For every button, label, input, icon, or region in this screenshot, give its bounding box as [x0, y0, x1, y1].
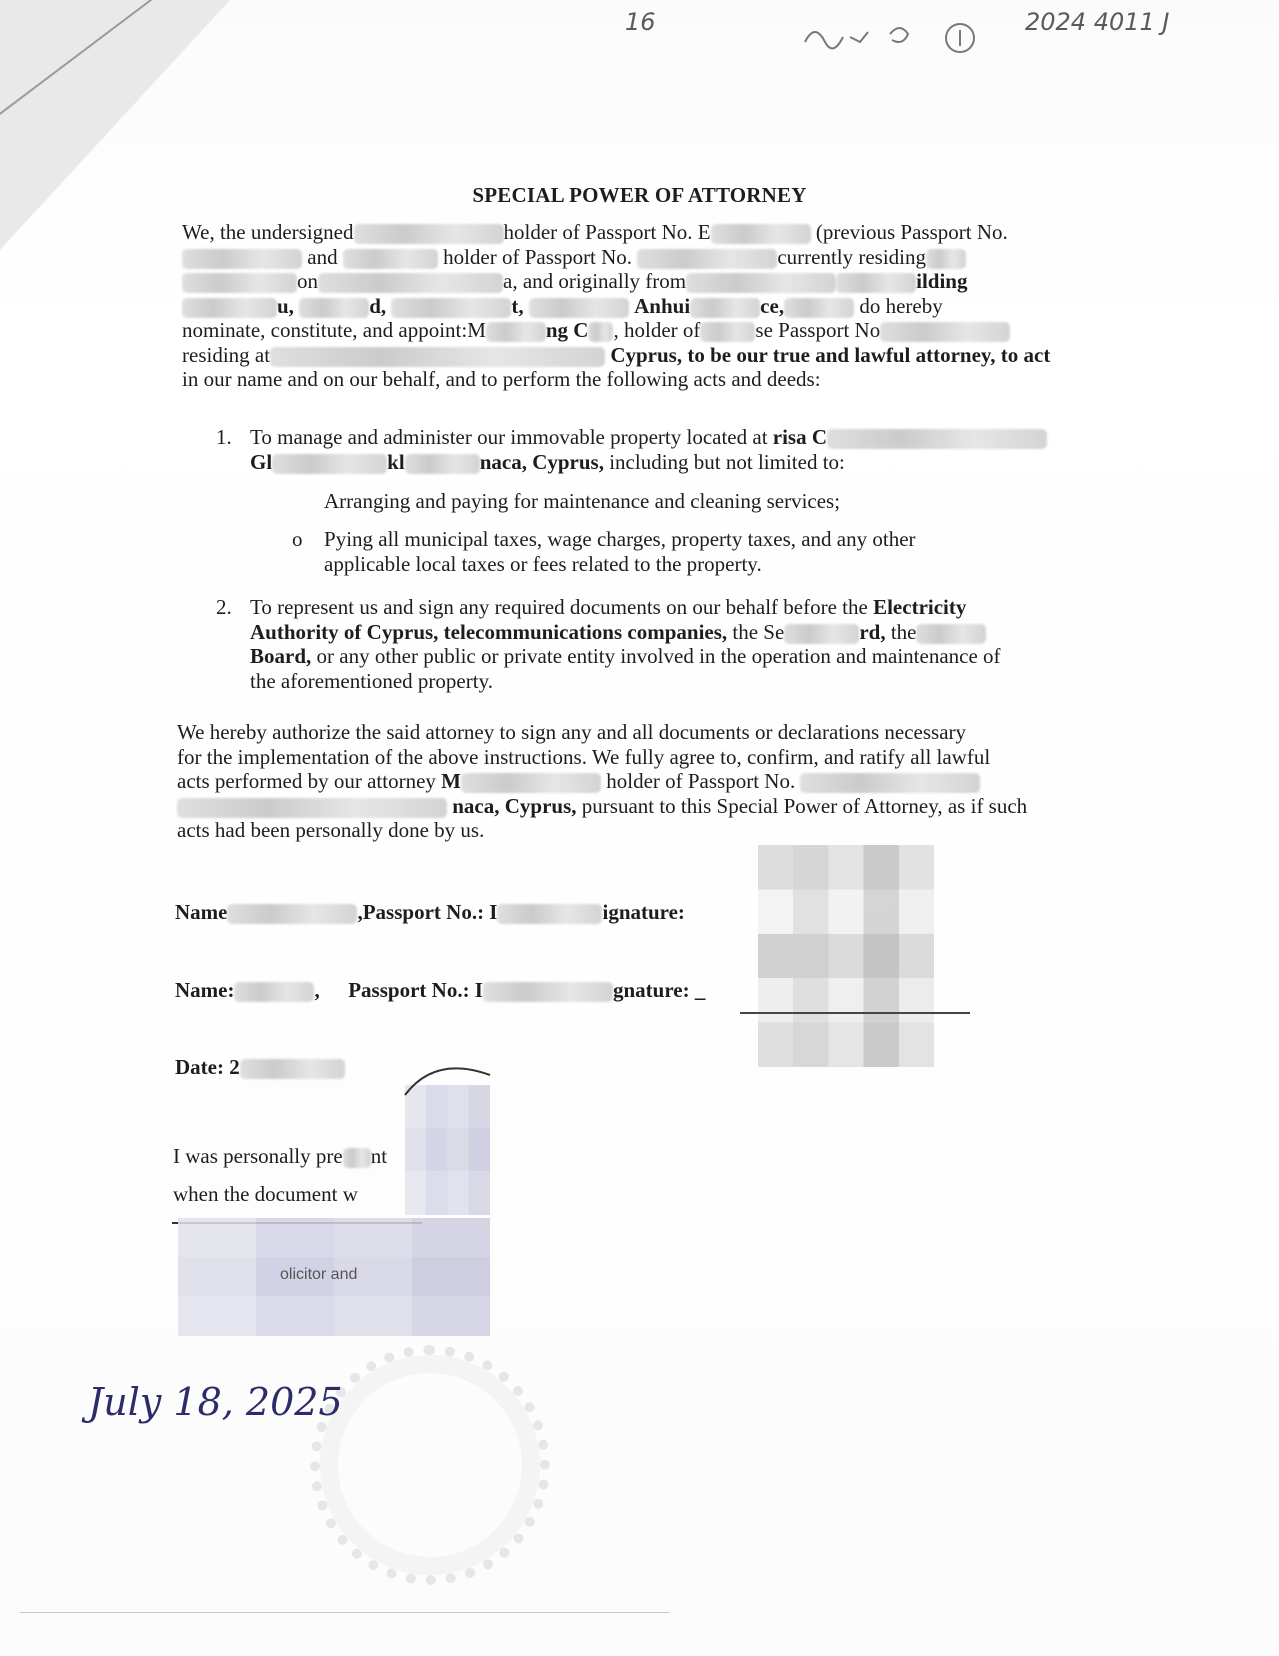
witness-line-2: when the document w [173, 1182, 358, 1206]
redaction [177, 798, 447, 818]
list-item-2-line-4: the aforementioned property. [250, 668, 493, 693]
text: Authority of Cyprus, telecommunications companies, [250, 619, 728, 644]
redaction [486, 322, 546, 342]
text: We, the undersigned [182, 220, 354, 244]
sub-item-text: Arranging and paying for maintenance and cleaning services; [324, 489, 841, 513]
redaction [880, 322, 1010, 342]
intro-line-7: in our name and on our behalf, and to perform the following acts and deeds: [182, 367, 821, 391]
redaction [588, 322, 613, 342]
separator: , [314, 978, 320, 1002]
intro-line-2 [182, 245, 1122, 270]
intro-line-4 [182, 294, 1122, 319]
redaction [354, 224, 504, 244]
text: Board, [250, 644, 312, 668]
text: Anhui [634, 293, 691, 318]
signature-label: ignature: [602, 900, 685, 924]
text: acts performed by our attorney [177, 769, 436, 793]
redaction [800, 773, 980, 793]
closing-line-1: We hereby authorize the said attorney to sign any and all documents or declarations necessary [177, 720, 967, 744]
top-reference-note: 2024 4011 J [1025, 8, 1170, 36]
embossed-seal [310, 1345, 550, 1585]
redaction [690, 298, 760, 318]
text: on [297, 269, 318, 293]
text: u, [277, 293, 294, 318]
text: including but not limited to: [609, 449, 845, 474]
list-item-1-line-2 [250, 450, 1116, 475]
text: M [441, 769, 461, 793]
sub-item-2-line-1 [324, 527, 1092, 552]
redaction [784, 624, 859, 644]
redaction [916, 624, 986, 644]
redaction [270, 347, 605, 367]
text: d, [369, 293, 387, 318]
redaction [497, 904, 602, 924]
intro-line-5 [182, 318, 1122, 343]
text: residing at [182, 342, 271, 367]
redaction [700, 322, 755, 342]
signature-label: gnature: _ [612, 978, 706, 1002]
redaction [343, 249, 438, 269]
text: To manage and administer our immovable property located at [250, 425, 768, 449]
signature-row-2 [175, 978, 705, 1003]
redaction [391, 298, 511, 318]
text: kl [387, 449, 405, 474]
redaction [227, 904, 357, 924]
text: P [324, 527, 336, 551]
text: (previous Passport No. [815, 220, 1008, 244]
date-label: Date: 2 [175, 1055, 240, 1079]
name-label: Name [175, 900, 228, 924]
redaction [182, 273, 297, 293]
redaction [784, 298, 854, 318]
closing-line-4 [177, 794, 1137, 819]
signature-line [740, 1012, 970, 1014]
witness-signature-stroke [400, 1060, 500, 1100]
redaction [299, 298, 369, 318]
redaction [343, 1148, 371, 1168]
redaction [461, 773, 601, 793]
passport-label: Passport No.: I [348, 978, 483, 1002]
redaction [686, 273, 836, 293]
text: holder of Passport No. E [503, 220, 711, 244]
text: pursuant to this Special Power of Attorney, as if such [581, 793, 1028, 818]
redaction [240, 1059, 345, 1079]
sub-item-2-line-2: applicable local taxes or fees related to the property. [324, 551, 762, 576]
redaction [405, 454, 480, 474]
sub-item-2 [292, 527, 1092, 576]
list-item-2-line-1 [250, 595, 1126, 620]
redaction [182, 249, 302, 269]
redaction [272, 454, 387, 474]
redaction [529, 298, 629, 318]
text: To represent us and sign any required documents on our behalf before the [250, 595, 868, 619]
text: naca, Cyprus, [452, 793, 577, 818]
bullet-marker: o [292, 527, 303, 551]
text: se Passport No [755, 318, 881, 342]
document-title: SPECIAL POWER OF ATTORNEY [472, 183, 807, 207]
solicitor-stamp-text: olicitor and [280, 1266, 358, 1283]
list-number: 1. [216, 425, 232, 449]
text: currently residing [777, 244, 927, 269]
intro-line-1 [182, 220, 1122, 245]
closing-line-3 [177, 769, 1137, 794]
text: a, and originally from [503, 269, 687, 293]
date-row [175, 1055, 345, 1080]
text: t, [511, 293, 524, 318]
text: naca, Cyprus, [479, 449, 604, 474]
bottom-edge-rule [20, 1612, 670, 1613]
signature-mosaic [758, 845, 934, 1067]
text: and [307, 244, 338, 269]
text: ying all municipal taxes, [335, 527, 543, 551]
signature-row-1 [175, 900, 685, 925]
text: I was personally pre [173, 1144, 343, 1168]
closing-paragraph [177, 720, 1137, 843]
redaction [836, 273, 916, 293]
redaction [318, 273, 503, 293]
text: do hereby [859, 293, 943, 318]
folded-corner [0, 0, 230, 250]
list-number: 2. [216, 595, 232, 619]
text: the Se [732, 619, 785, 644]
text: Gl [250, 449, 273, 474]
list-item-2-line-3 [250, 644, 1126, 669]
text: ilding [916, 269, 968, 293]
redaction [926, 249, 966, 269]
text: nominate, constitute, and appoint:M [182, 318, 486, 342]
redaction [711, 224, 811, 244]
redaction [182, 298, 277, 318]
text: holder of Passport No. [443, 244, 633, 269]
redaction [827, 429, 1047, 449]
text: holder of Passport No. [606, 769, 796, 793]
text: Cyprus, to be our true and lawful attorney, to act [610, 342, 1051, 367]
intro-paragraph [182, 220, 1122, 392]
intro-line-3 [182, 269, 1122, 294]
redaction [637, 249, 777, 269]
witness-mosaic [405, 1085, 490, 1215]
text: nt [370, 1144, 388, 1168]
redaction [234, 982, 314, 1002]
name-label: Name: [175, 978, 235, 1002]
top-page-mark: 16 [625, 8, 656, 36]
handwritten-date: July 18, 2025 [88, 1380, 343, 1424]
sub-item-1 [292, 489, 1092, 514]
list-item-1 [216, 425, 1116, 474]
text: the [890, 619, 917, 644]
text: rd, [859, 619, 886, 644]
handwritten-scribble [800, 12, 990, 62]
text: risa C [772, 425, 828, 449]
text: ce, [760, 293, 785, 318]
text: , holder of [613, 318, 701, 342]
text: ng C [545, 318, 589, 342]
text: or any other public or private entity involved in the operation and maintenance of [316, 644, 1001, 668]
closing-line-2: for the implementation of the above instructions. We fully agree to, confirm, and ratify all lawful [177, 744, 991, 769]
list-item-1-line-1 [250, 425, 1116, 450]
redaction [483, 982, 613, 1002]
text: wage charges, property taxes, and any other [547, 527, 916, 551]
list-item-2 [216, 595, 1126, 693]
intro-line-6 [182, 343, 1122, 368]
list-item-2-line-2 [250, 620, 1126, 645]
passport-label: ,Passport No.: I [357, 900, 498, 924]
text: Electricity [873, 595, 967, 619]
closing-line-5: acts had been personally done by us. [177, 818, 485, 842]
